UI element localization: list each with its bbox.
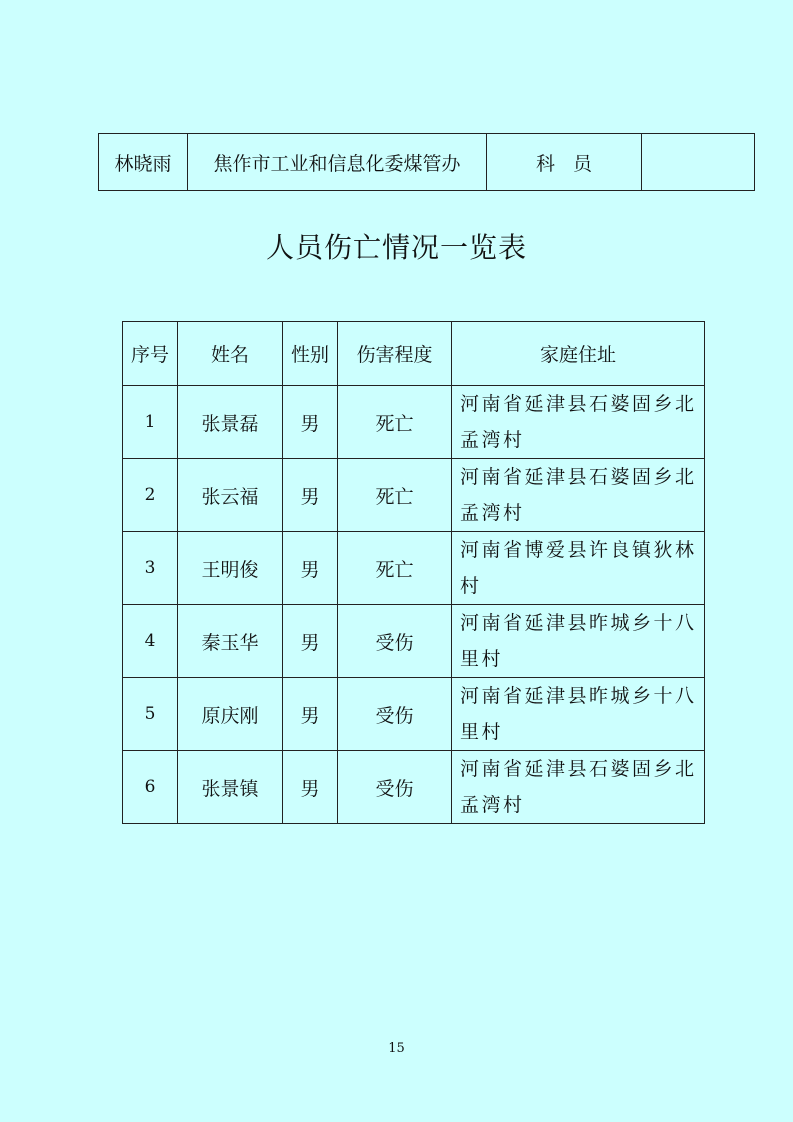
table-header-row (123, 322, 705, 386)
staff-remark-cell (642, 134, 755, 191)
staff-name-cell: 林晓雨 (99, 134, 188, 191)
cell-no: 3 (123, 532, 178, 605)
cell-gender: 男 (283, 605, 338, 678)
cell-injury: 死亡 (338, 386, 452, 459)
cell-name: 秦玉华 (178, 605, 283, 678)
header-name: 姓名 (178, 322, 283, 386)
cell-address: 河南省延津县石婆固乡北孟湾村 (452, 751, 705, 824)
cell-address: 河南省延津县石婆固乡北孟湾村 (452, 459, 705, 532)
cell-name: 王明俊 (178, 532, 283, 605)
header-gender: 性别 (283, 322, 338, 386)
cell-no: 2 (123, 459, 178, 532)
cell-gender: 男 (283, 678, 338, 751)
cell-gender: 男 (283, 532, 338, 605)
cell-no: 6 (123, 751, 178, 824)
staff-position-cell: 科员 (487, 134, 642, 191)
staff-unit-cell: 焦作市工业和信息化委煤管办 (188, 134, 487, 191)
cell-injury: 死亡 (338, 532, 452, 605)
header-no: 序号 (123, 322, 178, 386)
cell-address: 河南省延津县昨城乡十八里村 (452, 678, 705, 751)
cell-injury: 受伤 (338, 678, 452, 751)
cell-injury: 死亡 (338, 459, 452, 532)
staff-table (98, 133, 755, 191)
cell-address: 河南省博爱县许良镇狄林村 (452, 532, 705, 605)
cell-gender: 男 (283, 459, 338, 532)
cell-address: 河南省延津县昨城乡十八里村 (452, 605, 705, 678)
header-address: 家庭住址 (452, 322, 705, 386)
cell-no: 4 (123, 605, 178, 678)
cell-gender: 男 (283, 751, 338, 824)
cell-no: 1 (123, 386, 178, 459)
cell-name: 张景磊 (178, 386, 283, 459)
cell-gender: 男 (283, 386, 338, 459)
cell-injury: 受伤 (338, 605, 452, 678)
table-row (123, 678, 705, 751)
cell-name: 张云福 (178, 459, 283, 532)
header-injury: 伤害程度 (338, 322, 452, 386)
cell-address: 河南省延津县石婆固乡北孟湾村 (452, 386, 705, 459)
cell-injury: 受伤 (338, 751, 452, 824)
page-number: 15 (388, 1041, 405, 1056)
table-row (123, 386, 705, 459)
cell-no: 5 (123, 678, 178, 751)
cell-name: 张景镇 (178, 751, 283, 824)
table-row (123, 459, 705, 532)
casualty-table (122, 321, 705, 824)
table-row (123, 751, 705, 824)
table-row (99, 134, 755, 191)
cell-name: 原庆刚 (178, 678, 283, 751)
table-row (123, 605, 705, 678)
table-row (123, 532, 705, 605)
page-title: 人员伤亡情况一览表 (265, 231, 527, 264)
